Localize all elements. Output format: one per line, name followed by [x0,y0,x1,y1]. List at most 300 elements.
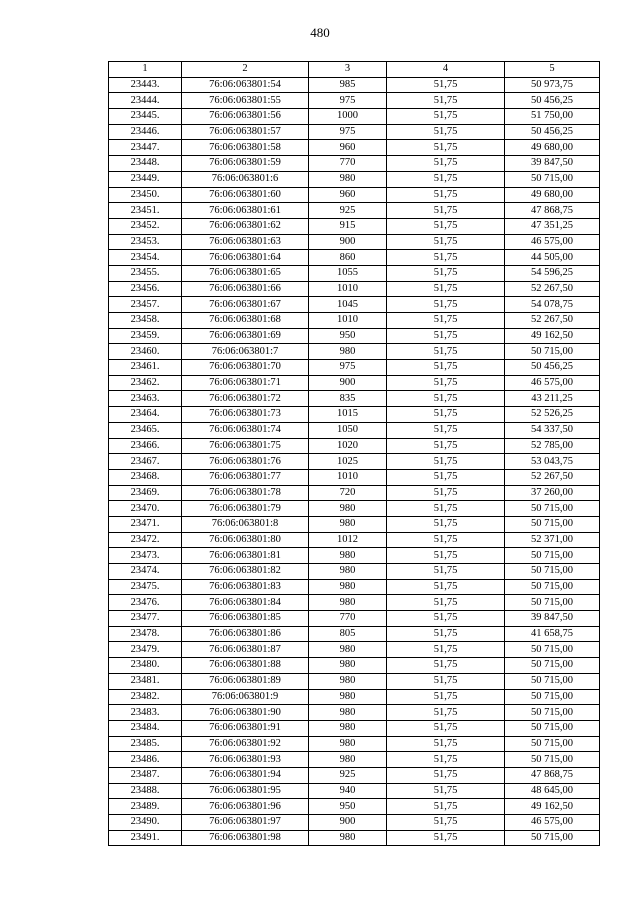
area-cell: 1025 [309,454,387,470]
area-cell: 980 [309,673,387,689]
table-row [109,564,600,580]
table-row [109,736,600,752]
cadastral-number-cell: 76:06:063801:57 [182,124,309,140]
rate-cell: 51,75 [387,171,505,187]
rate-cell: 51,75 [387,767,505,783]
area-cell: 975 [309,360,387,376]
area-cell: 980 [309,171,387,187]
amount-cell: 52 267,50 [505,313,600,329]
rate-cell: 51,75 [387,705,505,721]
rate-cell: 51,75 [387,658,505,674]
row-number-cell: 23448. [109,156,182,172]
rate-cell: 51,75 [387,516,505,532]
rate-cell: 51,75 [387,360,505,376]
amount-cell: 50 715,00 [505,642,600,658]
rate-cell: 51,75 [387,203,505,219]
amount-cell: 50 715,00 [505,658,600,674]
table-row [109,438,600,454]
area-cell: 980 [309,548,387,564]
area-cell: 1055 [309,265,387,281]
rate-cell: 51,75 [387,297,505,313]
cadastral-number-cell: 76:06:063801:72 [182,391,309,407]
area-cell: 960 [309,187,387,203]
area-cell: 835 [309,391,387,407]
area-cell: 720 [309,485,387,501]
row-number-cell: 23478. [109,626,182,642]
area-cell: 1050 [309,422,387,438]
row-number-cell: 23486. [109,752,182,768]
row-number-cell: 23446. [109,124,182,140]
amount-cell: 50 715,00 [505,548,600,564]
row-number-cell: 23477. [109,611,182,627]
registry-table [108,61,600,846]
cadastral-number-cell: 76:06:063801:92 [182,736,309,752]
table-row [109,203,600,219]
area-cell: 950 [309,799,387,815]
rate-cell: 51,75 [387,783,505,799]
cadastral-number-cell: 76:06:063801:87 [182,642,309,658]
table-row [109,187,600,203]
cadastral-number-cell: 76:06:063801:79 [182,501,309,517]
table-row [109,156,600,172]
table-row [109,124,600,140]
rate-cell: 51,75 [387,720,505,736]
column-header-5: 5 [505,62,600,78]
row-number-cell: 23455. [109,265,182,281]
cadastral-number-cell: 76:06:063801:73 [182,407,309,423]
row-number-cell: 23457. [109,297,182,313]
row-number-cell: 23485. [109,736,182,752]
table-row [109,752,600,768]
rate-cell: 51,75 [387,281,505,297]
amount-cell: 50 715,00 [505,516,600,532]
rate-cell: 51,75 [387,830,505,846]
cadastral-number-cell: 76:06:063801:63 [182,234,309,250]
cadastral-number-cell: 76:06:063801:96 [182,799,309,815]
rate-cell: 51,75 [387,156,505,172]
cadastral-number-cell: 76:06:063801:8 [182,516,309,532]
row-number-cell: 23454. [109,250,182,266]
table-header [109,62,600,78]
cadastral-number-cell: 76:06:063801:91 [182,720,309,736]
area-cell: 1045 [309,297,387,313]
area-cell: 980 [309,658,387,674]
amount-cell: 39 847,50 [505,156,600,172]
cadastral-number-cell: 76:06:063801:68 [182,313,309,329]
row-number-cell: 23461. [109,360,182,376]
table-row [109,485,600,501]
rate-cell: 51,75 [387,438,505,454]
cadastral-number-cell: 76:06:063801:74 [182,422,309,438]
cadastral-number-cell: 76:06:063801:75 [182,438,309,454]
cadastral-number-cell: 76:06:063801:76 [182,454,309,470]
row-number-cell: 23473. [109,548,182,564]
rate-cell: 51,75 [387,626,505,642]
table-body [109,77,600,846]
table-row [109,140,600,156]
rate-cell: 51,75 [387,799,505,815]
area-cell: 980 [309,516,387,532]
table-row [109,501,600,517]
cadastral-number-cell: 76:06:063801:95 [182,783,309,799]
rate-cell: 51,75 [387,673,505,689]
table-row [109,281,600,297]
rate-cell: 51,75 [387,689,505,705]
rate-cell: 51,75 [387,532,505,548]
amount-cell: 54 078,75 [505,297,600,313]
amount-cell: 50 715,00 [505,736,600,752]
row-number-cell: 23463. [109,391,182,407]
table-row [109,328,600,344]
cadastral-number-cell: 76:06:063801:59 [182,156,309,172]
row-number-cell: 23472. [109,532,182,548]
row-number-cell: 23488. [109,783,182,799]
table-row [109,297,600,313]
table-row [109,93,600,109]
row-number-cell: 23466. [109,438,182,454]
area-cell: 1010 [309,313,387,329]
row-number-cell: 23481. [109,673,182,689]
area-cell: 980 [309,579,387,595]
area-cell: 900 [309,815,387,831]
table-row [109,171,600,187]
rate-cell: 51,75 [387,422,505,438]
amount-cell: 47 351,25 [505,218,600,234]
cadastral-number-cell: 76:06:063801:97 [182,815,309,831]
table-row [109,642,600,658]
rate-cell: 51,75 [387,234,505,250]
row-number-cell: 23471. [109,516,182,532]
table-row [109,265,600,281]
rate-cell: 51,75 [387,77,505,93]
amount-cell: 50 715,00 [505,752,600,768]
row-number-cell: 23489. [109,799,182,815]
table-row [109,548,600,564]
row-number-cell: 23452. [109,218,182,234]
cadastral-number-cell: 76:06:063801:89 [182,673,309,689]
rate-cell: 51,75 [387,124,505,140]
area-cell: 1015 [309,407,387,423]
amount-cell: 50 715,00 [505,830,600,846]
cadastral-number-cell: 76:06:063801:78 [182,485,309,501]
cadastral-number-cell: 76:06:063801:9 [182,689,309,705]
amount-cell: 52 371,00 [505,532,600,548]
table-row [109,673,600,689]
row-number-cell: 23476. [109,595,182,611]
amount-cell: 50 715,00 [505,720,600,736]
amount-cell: 43 211,25 [505,391,600,407]
row-number-cell: 23460. [109,344,182,360]
table-row [109,407,600,423]
amount-cell: 44 505,00 [505,250,600,266]
amount-cell: 51 750,00 [505,109,600,125]
table-row [109,705,600,721]
amount-cell: 37 260,00 [505,485,600,501]
table-row [109,595,600,611]
amount-cell: 49 162,50 [505,799,600,815]
amount-cell: 46 575,00 [505,234,600,250]
area-cell: 960 [309,140,387,156]
header-row [109,62,600,78]
cadastral-number-cell: 76:06:063801:56 [182,109,309,125]
rate-cell: 51,75 [387,564,505,580]
table-row [109,469,600,485]
area-cell: 980 [309,752,387,768]
cadastral-number-cell: 76:06:063801:66 [182,281,309,297]
rate-cell: 51,75 [387,579,505,595]
row-number-cell: 23479. [109,642,182,658]
table-row [109,77,600,93]
amount-cell: 48 645,00 [505,783,600,799]
table-row [109,658,600,674]
rate-cell: 51,75 [387,548,505,564]
table-row [109,532,600,548]
table-row [109,579,600,595]
table-row [109,313,600,329]
cadastral-number-cell: 76:06:063801:86 [182,626,309,642]
row-number-cell: 23482. [109,689,182,705]
cadastral-number-cell: 76:06:063801:69 [182,328,309,344]
row-number-cell: 23451. [109,203,182,219]
area-cell: 770 [309,611,387,627]
table-row [109,109,600,125]
rate-cell: 51,75 [387,407,505,423]
amount-cell: 50 715,00 [505,579,600,595]
row-number-cell: 23483. [109,705,182,721]
column-header-3: 3 [309,62,387,78]
row-number-cell: 23447. [109,140,182,156]
row-number-cell: 23465. [109,422,182,438]
table-row [109,611,600,627]
table-row [109,422,600,438]
amount-cell: 50 715,00 [505,344,600,360]
rate-cell: 51,75 [387,313,505,329]
row-number-cell: 23464. [109,407,182,423]
cadastral-number-cell: 76:06:063801:77 [182,469,309,485]
amount-cell: 53 043,75 [505,454,600,470]
amount-cell: 52 526,25 [505,407,600,423]
amount-cell: 54 596,25 [505,265,600,281]
cadastral-number-cell: 76:06:063801:71 [182,375,309,391]
rate-cell: 51,75 [387,391,505,407]
cadastral-number-cell: 76:06:063801:82 [182,564,309,580]
row-number-cell: 23469. [109,485,182,501]
area-cell: 770 [309,156,387,172]
rate-cell: 51,75 [387,187,505,203]
area-cell: 980 [309,595,387,611]
area-cell: 975 [309,93,387,109]
amount-cell: 50 456,25 [505,360,600,376]
rate-cell: 51,75 [387,752,505,768]
amount-cell: 52 267,50 [505,281,600,297]
amount-cell: 46 575,00 [505,375,600,391]
cadastral-number-cell: 76:06:063801:80 [182,532,309,548]
row-number-cell: 23487. [109,767,182,783]
amount-cell: 52 267,50 [505,469,600,485]
row-number-cell: 23458. [109,313,182,329]
table-row [109,689,600,705]
area-cell: 950 [309,328,387,344]
cadastral-number-cell: 76:06:063801:90 [182,705,309,721]
amount-cell: 50 715,00 [505,564,600,580]
row-number-cell: 23484. [109,720,182,736]
amount-cell: 50 456,25 [505,124,600,140]
row-number-cell: 23445. [109,109,182,125]
area-cell: 1010 [309,281,387,297]
table-row [109,767,600,783]
cadastral-number-cell: 76:06:063801:81 [182,548,309,564]
table-row [109,516,600,532]
amount-cell: 46 575,00 [505,815,600,831]
area-cell: 915 [309,218,387,234]
rate-cell: 51,75 [387,469,505,485]
area-cell: 925 [309,203,387,219]
row-number-cell: 23468. [109,469,182,485]
cadastral-number-cell: 76:06:063801:7 [182,344,309,360]
amount-cell: 52 785,00 [505,438,600,454]
table-row [109,360,600,376]
row-number-cell: 23450. [109,187,182,203]
row-number-cell: 23475. [109,579,182,595]
amount-cell: 50 715,00 [505,705,600,721]
table-row [109,626,600,642]
area-cell: 980 [309,720,387,736]
area-cell: 900 [309,375,387,391]
area-cell: 980 [309,689,387,705]
table-row [109,783,600,799]
amount-cell: 50 715,00 [505,595,600,611]
table-row [109,799,600,815]
amount-cell: 50 715,00 [505,673,600,689]
rate-cell: 51,75 [387,736,505,752]
amount-cell: 47 868,75 [505,767,600,783]
amount-cell: 50 715,00 [505,171,600,187]
amount-cell: 54 337,50 [505,422,600,438]
row-number-cell: 23474. [109,564,182,580]
area-cell: 940 [309,783,387,799]
table-row [109,815,600,831]
area-cell: 925 [309,767,387,783]
table-row [109,344,600,360]
cadastral-number-cell: 76:06:063801:85 [182,611,309,627]
cadastral-number-cell: 76:06:063801:54 [182,77,309,93]
area-cell: 980 [309,344,387,360]
cadastral-number-cell: 76:06:063801:98 [182,830,309,846]
area-cell: 980 [309,830,387,846]
amount-cell: 49 680,00 [505,187,600,203]
rate-cell: 51,75 [387,485,505,501]
area-cell: 1000 [309,109,387,125]
row-number-cell: 23459. [109,328,182,344]
cadastral-number-cell: 76:06:063801:61 [182,203,309,219]
cadastral-number-cell: 76:06:063801:55 [182,93,309,109]
row-number-cell: 23491. [109,830,182,846]
area-cell: 980 [309,501,387,517]
amount-cell: 50 715,00 [505,501,600,517]
column-header-2: 2 [182,62,309,78]
rate-cell: 51,75 [387,454,505,470]
area-cell: 860 [309,250,387,266]
amount-cell: 49 680,00 [505,140,600,156]
area-cell: 980 [309,642,387,658]
amount-cell: 49 162,50 [505,328,600,344]
row-number-cell: 23444. [109,93,182,109]
amount-cell: 50 973,75 [505,77,600,93]
rate-cell: 51,75 [387,140,505,156]
area-cell: 1012 [309,532,387,548]
row-number-cell: 23453. [109,234,182,250]
rate-cell: 51,75 [387,265,505,281]
area-cell: 1020 [309,438,387,454]
rate-cell: 51,75 [387,642,505,658]
rate-cell: 51,75 [387,93,505,109]
rate-cell: 51,75 [387,815,505,831]
cadastral-number-cell: 76:06:063801:94 [182,767,309,783]
cadastral-number-cell: 76:06:063801:84 [182,595,309,611]
row-number-cell: 23443. [109,77,182,93]
area-cell: 1010 [309,469,387,485]
area-cell: 805 [309,626,387,642]
row-number-cell: 23449. [109,171,182,187]
cadastral-number-cell: 76:06:063801:58 [182,140,309,156]
rate-cell: 51,75 [387,611,505,627]
amount-cell: 50 715,00 [505,689,600,705]
area-cell: 980 [309,736,387,752]
table-row [109,218,600,234]
rate-cell: 51,75 [387,501,505,517]
table-row [109,830,600,846]
row-number-cell: 23462. [109,375,182,391]
page-number: 480 [310,25,330,40]
rate-cell: 51,75 [387,218,505,234]
cadastral-number-cell: 76:06:063801:64 [182,250,309,266]
area-cell: 985 [309,77,387,93]
amount-cell: 39 847,50 [505,611,600,627]
cadastral-number-cell: 76:06:063801:6 [182,171,309,187]
cadastral-number-cell: 76:06:063801:93 [182,752,309,768]
amount-cell: 41 658,75 [505,626,600,642]
area-cell: 975 [309,124,387,140]
row-number-cell: 23480. [109,658,182,674]
cadastral-number-cell: 76:06:063801:88 [182,658,309,674]
table-row [109,250,600,266]
amount-cell: 50 456,25 [505,93,600,109]
table-row [109,234,600,250]
table-row [109,454,600,470]
rate-cell: 51,75 [387,109,505,125]
cadastral-number-cell: 76:06:063801:60 [182,187,309,203]
cadastral-number-cell: 76:06:063801:67 [182,297,309,313]
table-row [109,375,600,391]
table-row [109,720,600,736]
cadastral-number-cell: 76:06:063801:65 [182,265,309,281]
amount-cell: 47 868,75 [505,203,600,219]
column-header-4: 4 [387,62,505,78]
cadastral-number-cell: 76:06:063801:62 [182,218,309,234]
row-number-cell: 23456. [109,281,182,297]
table-row [109,391,600,407]
rate-cell: 51,75 [387,344,505,360]
rate-cell: 51,75 [387,375,505,391]
rate-cell: 51,75 [387,328,505,344]
cadastral-number-cell: 76:06:063801:70 [182,360,309,376]
area-cell: 900 [309,234,387,250]
column-header-1: 1 [109,62,182,78]
cadastral-number-cell: 76:06:063801:83 [182,579,309,595]
row-number-cell: 23467. [109,454,182,470]
area-cell: 980 [309,564,387,580]
area-cell: 980 [309,705,387,721]
